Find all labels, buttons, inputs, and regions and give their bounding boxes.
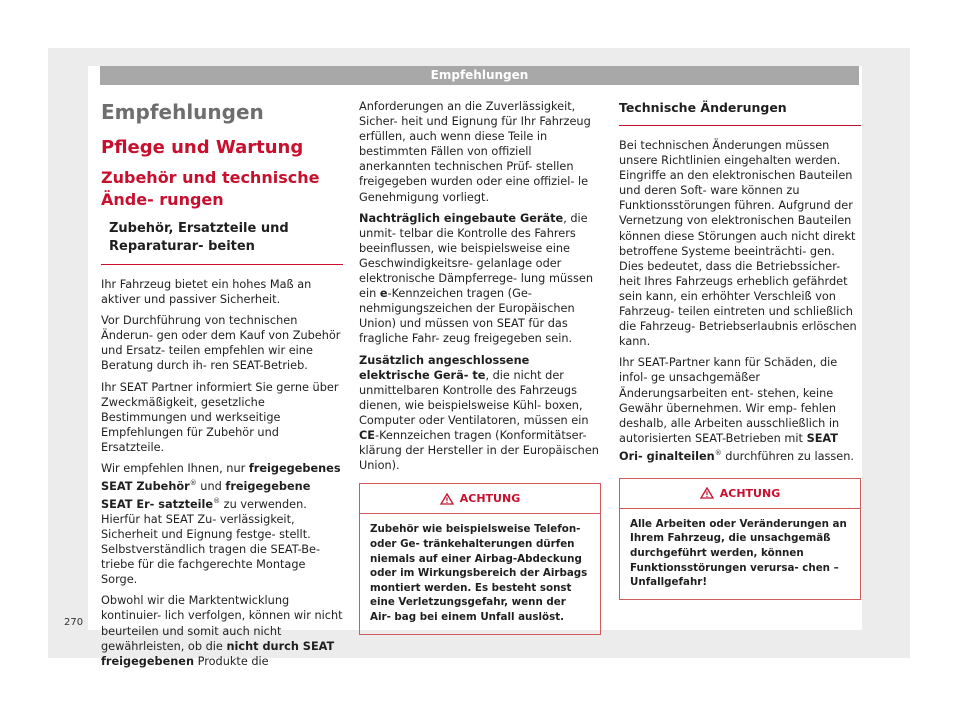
registered-mark: ® [714, 448, 722, 457]
warning-header [360, 484, 600, 514]
warning-title: ACHTUNG [719, 486, 781, 500]
topic-heading: Zubehör, Ersatzteile und Reparaturar- beiten [109, 221, 289, 254]
column-3 [619, 99, 861, 600]
warning-text: Alle Arbeiten oder Veränderungen an Ihrem Fahrzeug, die unsachgemäß durchgeführt werden, können Funktionsstörungen verursa- chen – Unfallgefahr! [630, 517, 847, 589]
paragraph: Vor Durchführung von technischen Änderun- gen oder dem Kauf von Zubehör und Ersatz- teilen empfehlen wir eine Beratung durch ih- ren SEAT-Betrieb. [101, 314, 341, 373]
e-mark: e [379, 287, 388, 301]
paragraph: Bei technischen Änderungen müssen unsere Richtlinien eingehalten werden. Eingriffe an den elektronischen Bauteilen und deren Soft- ware können zu Funktionsstörungen führen. Aufgrund der Vernetzung von elektronischen Bauteilen können diese Störungen auch nicht direkt betroffene Systeme beeinträchti- gen. Dies bedeutet, dass die Betriebssicher- heit Ihres Fahrzeugs erheblich gefährdet sein kann, ein erhöhter Verschleiß von Fahrzeug- teilen eintreten und schließlich die Fahrzeug- Betriebserlaubnis erlöschen kann. [619, 139, 857, 349]
paragraph: Ihr SEAT Partner informiert Sie gerne über Zweckmäßigkeit, gesetzliche Bestimmungen und werkseitige Empfehlungen für Zubehör und Ersatzteile. [101, 380, 339, 454]
bold-term: nicht durch SEAT freigegebenen [101, 639, 335, 668]
warning-triangle-icon [700, 487, 714, 499]
text-run: Produkte die [194, 654, 269, 668]
section-heading-text: Technische Änderungen [619, 100, 787, 115]
text-run: und [196, 479, 226, 493]
text-run: Wir empfehlen Ihnen, nur [101, 462, 249, 476]
paragraph [101, 461, 343, 587]
text-run: -Kennzeichen tragen (Ge- nehmigungszeichen der Europäischen Union) und müssen von SEAT für das fragliche Fahr- zeug freigegeben sein. [359, 287, 575, 346]
text-run: , die nicht der unmittelbaren Kontrolle des Fahrzeugs dienen, wie beispielsweise Kühl- boxen, Computer oder Ventilatoren, müssen ein [359, 368, 589, 427]
text-run: Obwohl wir die Marktentwicklung kontinuier- lich verfolgen, können wir nicht beurteilen und somit auch nicht gewährleisten, ob die [101, 594, 343, 653]
warning-title: ACHTUNG [459, 492, 521, 506]
warning-triangle-icon [440, 493, 454, 505]
text-run: , die unmit- telbar die Kontrolle des Fahrers beeinflussen, wie beispielsweise eine Geschwindigkeitsre- gelanlage oder elektronische Dämpferrege- lung müssen ein [359, 211, 593, 301]
column-1 [101, 100, 343, 675]
warning-text: Zubehör wie beispielsweise Telefon- oder Ge- tränkehalterungen dürfen niemals auf einer Airbag-Abdeckung oder im Wirkungsbereich der Airbags montiert werden. Es besteht sonst eine Verletzungsgefahr, wenn der Air- bag bei einem Unfall auslöst. [370, 523, 588, 623]
bold-term: Nachträglich eingebaute Geräte [359, 211, 564, 225]
text-run: zu verwenden. Hierfür hat SEAT Zu- verlässigkeit, Sicherheit und Eignung festge- stellt. Selbstverständlich tragen die SEAT-Be- triebe für die fachgerechte Montage Sorge. [101, 497, 321, 587]
paragraph: Ihr Fahrzeug bietet ein hohes Maß an aktiver und passiver Sicherheit. [101, 278, 312, 307]
text-run: durchführen zu lassen. [721, 449, 854, 463]
bold-term: Zusätzlich angeschlossene elektrische Gerä- te [359, 353, 530, 382]
ce-mark: CE [359, 428, 376, 442]
column-2 [359, 99, 601, 635]
topic-heading-block [101, 220, 343, 265]
section-heading [619, 99, 861, 126]
bold-term: freigegebene SEAT Er- satzteile [101, 479, 311, 511]
paragraph [359, 353, 601, 474]
warning-header [620, 479, 860, 509]
section-title: Pflege und Wartung [101, 137, 304, 158]
warning-box [619, 478, 861, 600]
subsection-title: Zubehör und technische Ände- rungen [101, 168, 320, 209]
running-header: Empfehlungen [100, 66, 859, 85]
page-number: 270 [64, 617, 84, 628]
warning-box [359, 483, 601, 634]
registered-mark: ® [213, 496, 221, 505]
text-run: Ihr SEAT-Partner kann für Schäden, die infol- ge unsachgemäßer Änderungsarbeiten ent- stehen, keine Gewähr übernehmen. Wir emp- fehlen deshalb, alle Arbeiten ausschließlich in autorisierten SEAT-Betrieben mit [619, 356, 840, 445]
paragraph [359, 211, 601, 347]
paragraph [101, 593, 343, 668]
bold-term: SEAT Ori- ginalteilen [619, 431, 838, 463]
bold-term: freigegebenes SEAT Zubehör [101, 462, 341, 493]
text-run: -Kennzeichen tragen (Konformitätser- klärung der Hersteller in der Europäischen Union). [359, 428, 599, 473]
registered-mark: ® [189, 479, 197, 488]
paragraph: Anforderungen an die Zuverlässigkeit, Sicher- heit und Eignung für Ihr Fahrzeug erfüllen, auch wenn diese Teile in bestimmten Fällen von offiziell anerkannten technischen Prüf- stellen freigegeben wurden oder eine offiziel- le Genehmigung vorliegt. [359, 100, 591, 204]
paragraph [619, 355, 861, 463]
chapter-title: Empfehlungen [101, 100, 264, 124]
